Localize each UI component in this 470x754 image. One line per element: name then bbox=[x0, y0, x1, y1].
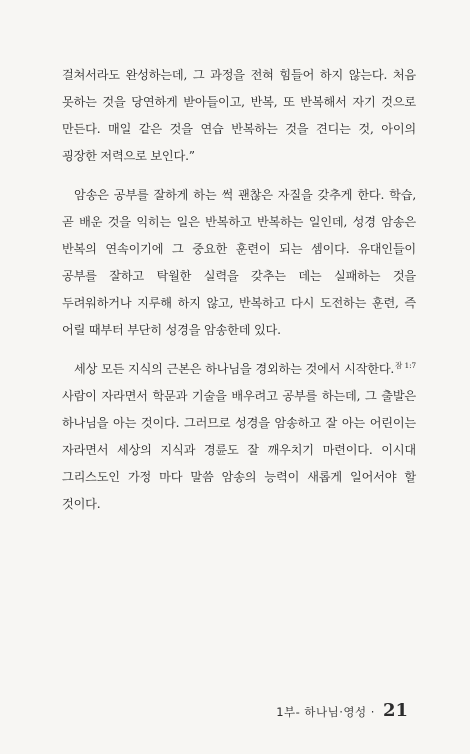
paragraph-continued: 걸쳐서라도 완성하는데, 그 과정을 전혀 힘들어 하지 않는다. 처음 못하는 것을 당연하게 받아들이고, 반복, 또 반복해서 자기 것으로 만든다. 매일 같은 것을 연습 반복하는 것을 견디는 것, 아이의 굉장한 저력으로 보인다.” bbox=[62, 68, 416, 163]
page-footer bbox=[276, 700, 408, 721]
paragraph-knowledge bbox=[62, 356, 416, 518]
paragraph-knowledge-lead: 세상 모든 지식의 근본은 하나님을 경외하는 것에서 시작한다. bbox=[74, 362, 395, 376]
paragraph-memorization: 암송은 공부를 잘하게 하는 썩 괜찮은 자질을 갖추게 한다. 학습, 곧 배운 것을 익히는 일은 반복하고 반복하는 일인데, 성경 암송은 반복의 연속이기에 그 중요한 훈련이 되는 셈이다. 유대인들이 공부를 잘하고 탁월한 실력을 갖추는 데는 실패하는 것을 두려워하거나 지루해 하지 않고, 반복하고 다시 도전하는 훈련, 즉 어릴 때부터 부단히 성경을 암송한데 있다. bbox=[62, 188, 416, 337]
page-number: 21 bbox=[382, 700, 408, 721]
scripture-reference: 잠 1:7 bbox=[395, 360, 416, 370]
section-label: 1부- 하나님·영성 · bbox=[276, 705, 375, 719]
body-text bbox=[62, 62, 416, 530]
paragraph-knowledge-rest: 사람이 자라면서 학문과 기술을 배우려고 공부를 하는데, 그 출발은 하나님을 아는 것이다. 그러므로 성경을 암송하고 잘 아는 어린이는 자라면서 세상의 지식과 경륜도 잘 깨우치기 마련이다. 이시대 그리스도인 가정 마다 말씀 암송의 능력이 새롭게 일어서야 할 것이다. bbox=[62, 389, 416, 511]
